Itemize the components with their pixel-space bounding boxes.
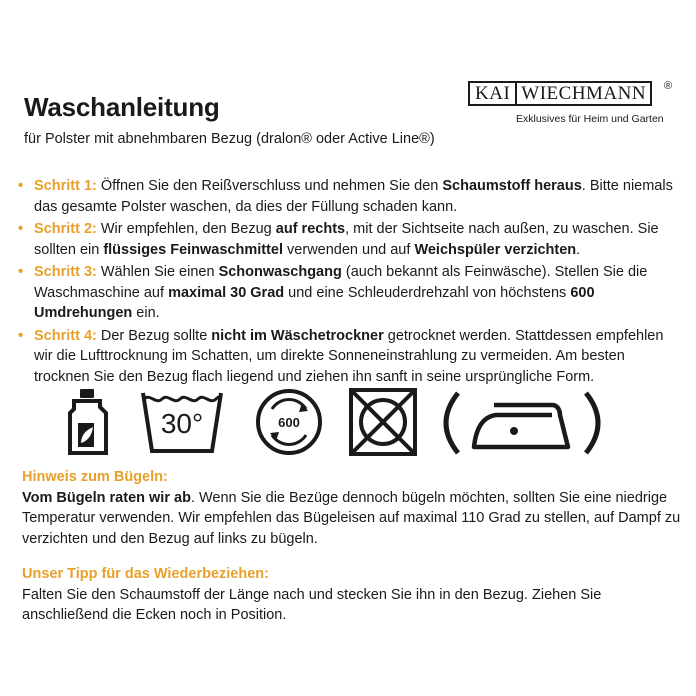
step-label: Schritt 2:	[34, 221, 97, 237]
step-text-part: .	[576, 241, 581, 258]
step-emphasis: Schaumstoff heraus	[442, 178, 582, 194]
step-text-part: . Bitte niemals das gesamte Polster waschen, da dies der Füllung schaden kann.	[34, 178, 673, 215]
step-text-part: Wählen Sie einen	[96, 264, 219, 280]
step-text-part: getrocknet werden. Stattdessen empfehlen wir die Lufttrocknung im Schatten, um direkte Sonneneinstrahlung zu vermeiden. Am besten trocknen Sie den Bezug flach liegend und ziehen ihn sanft in seine ursprüngliche Form.	[34, 327, 664, 385]
no-tumble-dry-icon	[348, 387, 418, 457]
step-text-part: (auch bekannt als Feinwäsche). Stellen Sie die Waschmaschine auf	[34, 264, 648, 301]
ironing-heading: Hinweis zum Bügeln:	[22, 469, 168, 485]
logo-part-kai: KAI	[475, 83, 511, 104]
step-text-part: ein.	[132, 305, 160, 321]
logo-part-wiechmann: WIECHMANN	[521, 83, 647, 104]
page-subtitle: für Polster mit abnehmbaren Bezug (dralon® oder Active Line®)	[24, 131, 435, 147]
bullet: •	[18, 327, 24, 344]
ironing-lead: Vom Bügeln raten wir ab	[22, 489, 191, 506]
tip-text: Falten Sie den Schaumstoff der Länge nach und stecken Sie ihn in den Bezug. Ziehen Sie anschließend die Ecken noch in Position.	[22, 586, 602, 623]
iron-icon	[442, 385, 602, 460]
step-text-part: , mit der Sichtseite nach außen, zu waschen. Sie sollten ein	[34, 221, 659, 258]
step-item	[18, 176, 678, 217]
ironing-body: . Wenn Sie die Bezüge dennoch bügeln möchten, sollten Sie eine niedrige Temperatur verwenden. Wir empfehlen das Bügeleisen auf maximal 110 Grad zu stellen, auf Dampf zu verzichten und den Bezug auf links zu bügeln.	[22, 489, 681, 547]
steps-list	[18, 176, 678, 389]
step-text-part: und eine Schleuderdrehzahl von höchstens	[284, 284, 571, 301]
step-text	[34, 326, 678, 388]
step-text	[34, 219, 678, 260]
bullet: •	[18, 221, 24, 237]
detergent-bottle-icon	[66, 387, 110, 457]
spin-600-icon	[254, 387, 324, 457]
step-emphasis: maximal 30 Grad	[168, 284, 285, 301]
brand-tagline: Exklusives für Heim und Garten	[516, 113, 664, 125]
step-item	[18, 326, 678, 388]
step-label: Schritt 1:	[34, 178, 97, 194]
step-text-part: Der Bezug sollte	[96, 327, 212, 344]
step-emphasis: flüssiges Feinwaschmittel	[103, 241, 284, 258]
brand-logo	[468, 81, 652, 106]
wash-temp-label: 30°	[160, 408, 204, 439]
care-symbols	[58, 385, 638, 460]
wash-30-icon	[140, 389, 224, 455]
step-text-part: Öffnen Sie den Reißverschluss und nehmen Sie den	[96, 178, 443, 194]
bullet: •	[18, 264, 24, 280]
step-emphasis: auf rechts	[275, 221, 346, 237]
step-text-part: verwenden und auf	[283, 241, 415, 258]
step-label: Schritt 4:	[34, 327, 97, 344]
step-emphasis: nicht im Wäschetrockner	[211, 327, 384, 344]
page-title: Waschanleitung	[24, 92, 220, 122]
tip-note	[22, 564, 682, 626]
spin-speed-label: 600	[278, 415, 300, 430]
step-text	[34, 176, 678, 217]
ironing-note	[22, 467, 682, 549]
bullet: •	[18, 178, 24, 194]
ironing-text	[22, 488, 682, 550]
registered-mark: ®	[664, 80, 673, 92]
step-item	[18, 219, 678, 260]
step-emphasis: 600 Umdrehungen	[34, 284, 595, 321]
step-text-part: Wir empfehlen, den Bezug	[96, 221, 276, 237]
step-emphasis: Schonwaschgang	[218, 264, 342, 280]
tip-heading: Unser Tipp für das Wiederbeziehen:	[22, 566, 269, 582]
step-text	[34, 262, 678, 324]
step-label: Schritt 3:	[34, 264, 97, 280]
step-emphasis: Weichspüler verzichten	[414, 241, 577, 258]
step-item	[18, 262, 678, 324]
